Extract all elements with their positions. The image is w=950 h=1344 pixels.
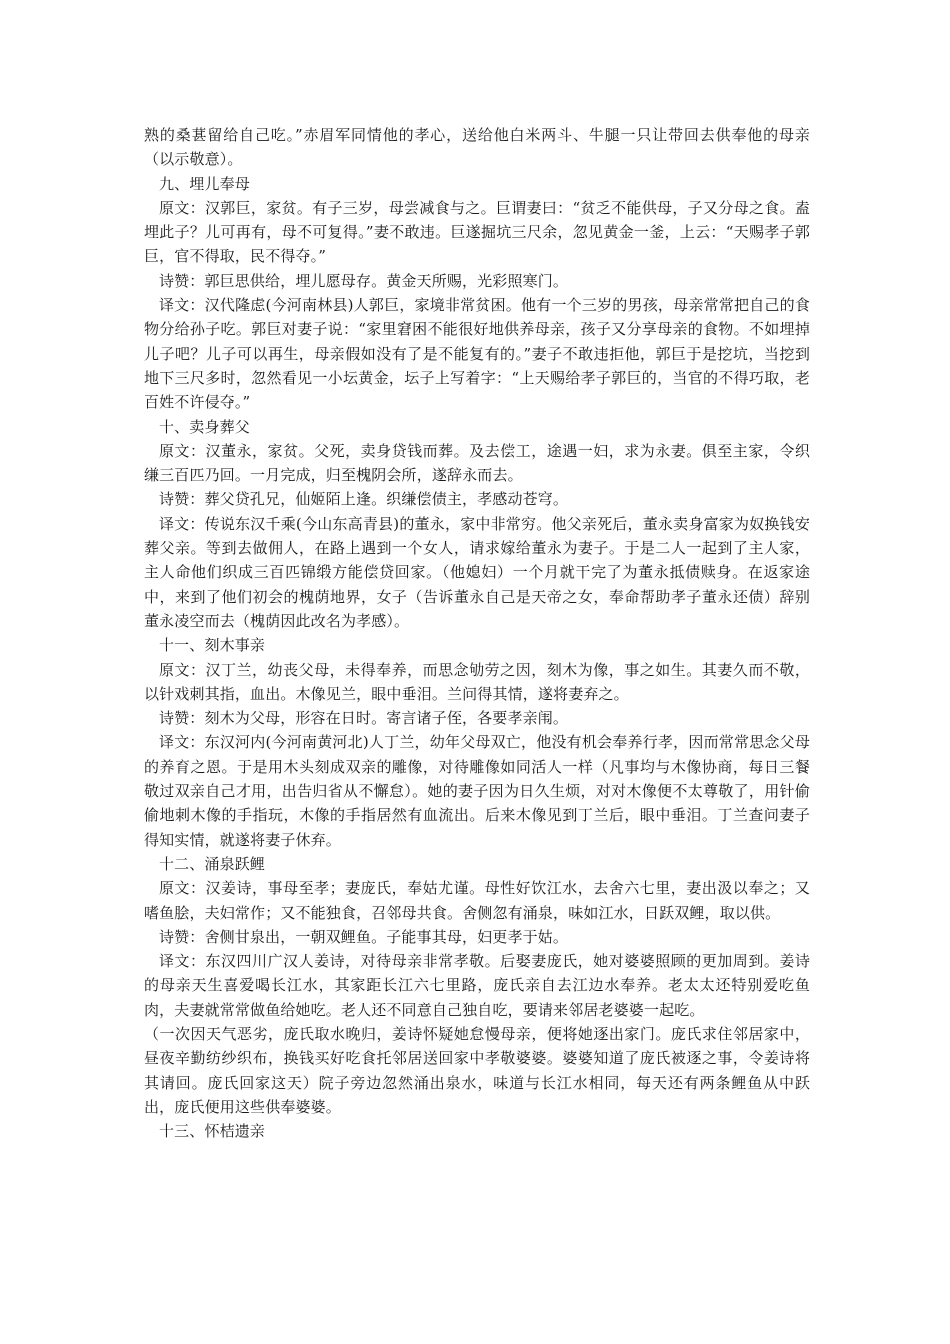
paragraph-translation: 译文：汉代隆虑(今河南林县)人郭巨，家境非常贫困。他有一个三岁的男孩，母亲常常把自己的食物分给孙子吃。郭巨对妻子说：“家里窘困不能很好地供养母亲，孩子又分享母亲的食物。不如埋掉儿子吧？儿子可以再生，母亲假如没有了是不能复有的。”妻子不敢违拒他，郭巨于是挖坑，当挖到地下三尺多时，忽然看见一小坛黄金，坛子上写着字：“上天赐给孝子郭巨的，当官的不得巧取，老百姓不许侵夺。” — [144, 296, 810, 412]
paragraph-translation: 译文：传说东汉千乘(今山东高青县)的董永，家中非常穷。他父亲死后，董永卖身富家为奴换钱安葬父亲。等到去做佣人，在路上遇到一个女人，请求嫁给董永为妻子。于是二人一起到了主人家，主人命他们织成三百匹锦缎方能偿贷回家。（他媳妇）一个月就干完了为董永抵债赎身。在返家途中，来到了他们初会的槐荫地界，女子（告诉董永自己是天帝之女，奉命帮助孝子董永还债）辞别董永凌空而去（槐荫因此改名为孝感）。 — [144, 514, 810, 630]
paragraph-original-text: 原文：汉姜诗，事母至孝；妻庞氏，奉姑尤谨。母性好饮江水，去舍六七里，妻出汲以奉之；又嗜鱼脍，夫妇常作；又不能独食，召邻母共食。舍侧忽有涌泉，味如江水，日跃双鲤，取以供。 — [144, 879, 810, 922]
paragraph: 熟的桑葚留给自己吃。”赤眉军同情他的孝心，送给他白米两斗、牛腿一只让带回去供奉他的母亲（以示敬意）。 — [144, 126, 810, 169]
paragraph-poem: 诗赞：葬父贷孔兄，仙姬陌上逢。织缣偿债主，孝感动苍穹。 — [159, 490, 569, 509]
section-heading: 十三、怀桔遗亲 — [159, 1122, 266, 1141]
paragraph-translation: 译文：东汉四川广汉人姜诗，对待母亲非常孝敬。后娶妻庞氏，她对婆婆照顾的更加周到。姜诗的母亲天生喜爱喝长江水，其家距长江六七里路，庞氏亲自去江边水奉养。老太太还特别爱吃鱼肉，夫妻就常常做鱼给她吃。老人还不同意自己独自吃，要请来邻居老婆婆一起吃。 — [144, 952, 810, 1019]
paragraph-original-text: 原文：汉郭巨，家贫。有子三岁，母尝减食与之。巨谓妻曰：“贫乏不能供母，子又分母之食。盍埋此子？儿可再有，母不可复得。”妻不敢违。巨遂掘坑三尺余，忽见黄金一釜，上云：“天赐孝子郭巨，官不得取，民不得夺。” — [144, 198, 810, 266]
section-heading: 十、卖身葬父 — [159, 417, 250, 436]
paragraph-original-text: 原文：汉丁兰，幼丧父母，未得奉养，而思念劬劳之因，刻木为像，事之如生。其妻久而不敬，以针戏刺其指，血出。木像见兰，眼中垂泪。兰问得其情，遂将妻弃之。 — [144, 660, 810, 703]
paragraph-translation: 译文：东汉河内(今河南黄河北)人丁兰，幼年父母双亡，他没有机会奉养行孝，因而常常思念父母的养育之恩。于是用木头刻成双亲的雕像，对待雕像如同活人一样（凡事均与木像协商，每日三餐敬过双亲自己才用，出告归省从不懈怠）。她的妻子因为日久生烦，对对木像便不太尊敬了，用针偷偷地刺木像的手指玩，木像的手指居然有血流出。后来木像见到丁兰后，眼中垂泪。丁兰查问妻子得知实情，就遂将妻子休弃。 — [144, 733, 810, 849]
paragraph-poem: 诗赞：舍侧甘泉出，一朝双鲤鱼。子能事其母，妇更孝于姑。 — [159, 927, 569, 946]
paragraph-translation-continued: （一次因天气恶劣，庞氏取水晚归，姜诗怀疑她怠慢母亲，便将她逐出家门。庞氏求住邻居家中，昼夜辛勤纺纱织布，换钱买好吃食托邻居送回家中孝敬婆婆。婆婆知道了庞氏被逐之事，令姜诗将其请回。庞氏回家这天）院子旁边忽然涌出泉水，味道与长江水相同，每天还有两条鲤鱼从中跃出，庞氏便用这些供奉婆婆。 — [144, 1024, 810, 1116]
section-heading: 九、埋儿奉母 — [159, 174, 250, 193]
section-heading: 十二、涌泉跃鲤 — [159, 854, 266, 873]
text-body — [144, 123, 810, 1143]
section-heading: 十一、刻木事亲 — [159, 636, 266, 655]
paragraph-poem: 诗赞：郭巨思供给，埋儿愿母存。黄金天所赐，光彩照寒门。 — [159, 271, 569, 290]
paragraph-poem: 诗赞：刻木为父母，形容在日时。寄言诸子侄，各要孝亲闱。 — [159, 709, 569, 728]
paragraph-original-text: 原文：汉董永，家贫。父死，卖身贷钱而葬。及去偿工，途遇一妇，求为永妻。俱至主家，令织缣三百匹乃回。一月完成，归至槐阴会所，遂辞永而去。 — [144, 441, 810, 485]
